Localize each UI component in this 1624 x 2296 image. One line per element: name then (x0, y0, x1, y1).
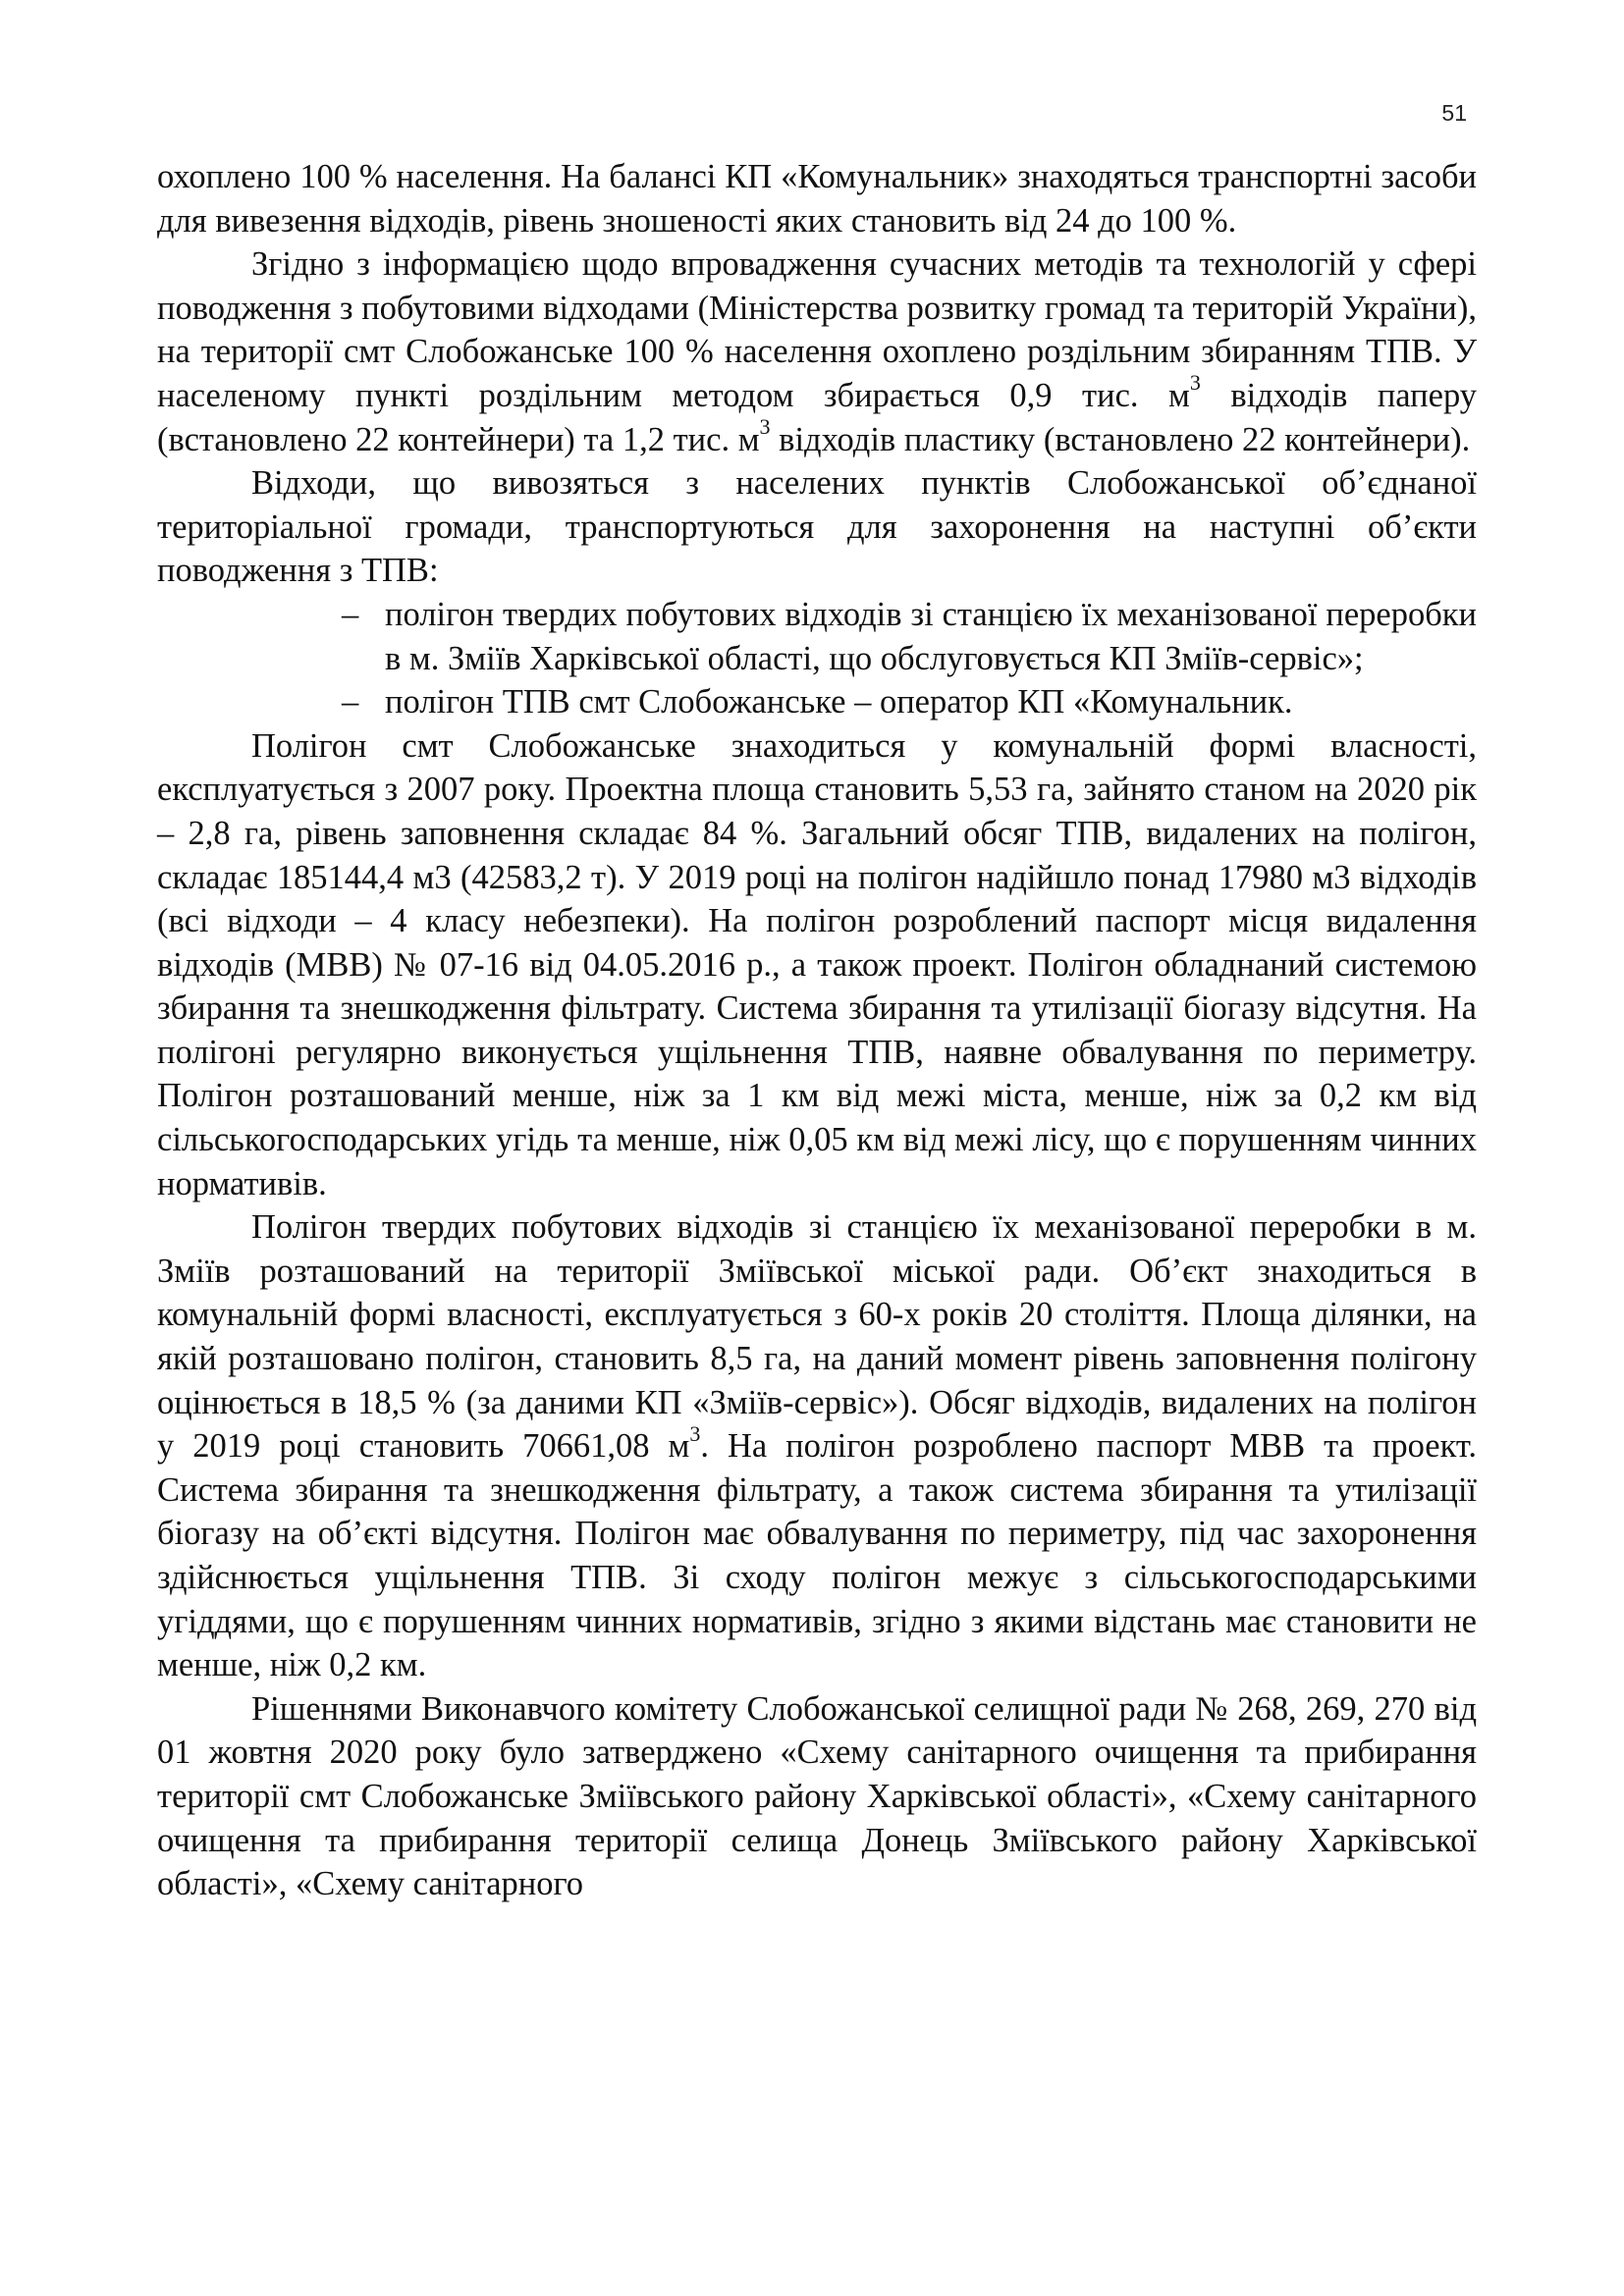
paragraph-5 (157, 1205, 1477, 1687)
paragraph-1: охоплено 100 % населення. На балансі КП «Комунальник» знаходяться транспортні засоби для вивезення відходів, рівень зношеності яких становить від 24 до 100 %. (157, 158, 1477, 240)
page-number: 51 (1441, 100, 1467, 126)
list-item-text: полігон твердих побутових відходів зі станцією їх механізованої переробки в м. Зміїв Харківської області, що обслуговується КП Зміїв-сервіс»; (385, 595, 1477, 677)
superscript-cubic: 3 (1189, 370, 1201, 396)
paragraph-2-part-c: відходів пластику (встановлено 22 контейнери). (770, 420, 1471, 458)
dash-bullet: – (342, 683, 359, 721)
superscript-cubic: 3 (689, 1420, 701, 1446)
paragraph-2 (157, 242, 1477, 461)
list-item (342, 680, 1477, 724)
paragraph-5-part-a: Полігон твердих побутових відходів зі станцією їх механізованої переробки в м. Зміїв розташований на території Зміївської міської ради. Об’єкт знаходиться в комунальній формі власності, експлуатується з 60-х років 20 століття. Площа ділянки, на якій розташовано полігон, становить 8,5 га, на даний момент рівень заповнення полігону оцінюється в 18,5 % (за даними КП «Зміїв-сервіс»). Обсяг відходів, видалених на полігон у 2019 році становить 70661,08 м (157, 1208, 1477, 1466)
paragraph-2-part-b: відходів паперу (встановлено 22 контейнери) та 1,2 тис. м (157, 376, 1477, 458)
superscript-cubic: 3 (759, 414, 771, 440)
paragraph-4: Полігон смт Слобожанське знаходиться у комунальній формі власності, експлуатується з 2007 року. Проектна площа становить 5,53 га, зайнято станом на 2020 рік – 2,8 га, рівень заповнення складає 84 %. Загальний обсяг ТПВ, видалених на полігон, складає 185144,4 м3 (42583,2 т). У 2019 році на полігон надійшло понад 17980 м3 відходів (всі відходи – 4 класу небезпеки). На полігон розроблений паспорт місця видалення відходів (МВВ) № 07-16 від 04.05.2016 р., а також проект. Полігон обладнаний системою збирання та знешкодження фільтрату. Система збирання та утилізації біогазу відсутня. На полігоні регулярно виконується ущільнення ТПВ, наявне обвалування по периметру. Полігон розташований менше, ніж за 1 км від межі міста, менше, ніж за 0,2 км від сільськогосподарських угідь та менше, ніж 0,05 км від межі лісу, що є порушенням чинних нормативів. (157, 726, 1477, 1202)
paragraph-3: Відходи, що вивозяться з населених пунктів Слобожанської об’єднаної територіальної громади, транспортуються для захоронення на наступні об’єкти поводження з ТПВ: (157, 464, 1477, 590)
paragraph-2-part-a: Згідно з інформацією щодо впровадження сучасних методів та технологій у сфері поводження з побутовими відходами (Міністерства розвитку громад та територій України), на території смт Слобожанське 100 % населення охоплено роздільним збиранням ТПВ. У населеному пункті роздільним методом збирається 0,9 тис. м (157, 245, 1477, 414)
document-body (157, 155, 1477, 1906)
landfill-list (157, 593, 1477, 724)
list-item (342, 593, 1477, 680)
list-item-text: полігон ТПВ смт Слобожанське – оператор КП «Комунальник. (385, 683, 1293, 721)
paragraph-6: Рішеннями Виконавчого комітету Слобожанської селищної ради № 268, 269, 270 від 01 жовтня 2020 року було затверджено «Схему санітарного очищення та прибирання території смт Слобожанське Зміївського району Харківської області», «Схему санітарного очищення та прибирання території селища Донець Зміївського району Харківської області», «Схему санітарного (157, 1689, 1477, 1903)
dash-bullet: – (342, 595, 359, 633)
paragraph-5-part-b: . На полігон розроблено паспорт МВВ та проект. Система збирання та знешкодження фільтрату, а також система збирання та утилізації біогазу на об’єкті відсутня. Полігон має обвалування по периметру, під час захоронення здійснюється ущільнення ТПВ. Зі сходу полігон межує з сільськогосподарськими угіддями, що є порушенням чинних нормативів, згідно з якими відстань має становити не менше, ніж 0,2 км. (157, 1427, 1477, 1684)
